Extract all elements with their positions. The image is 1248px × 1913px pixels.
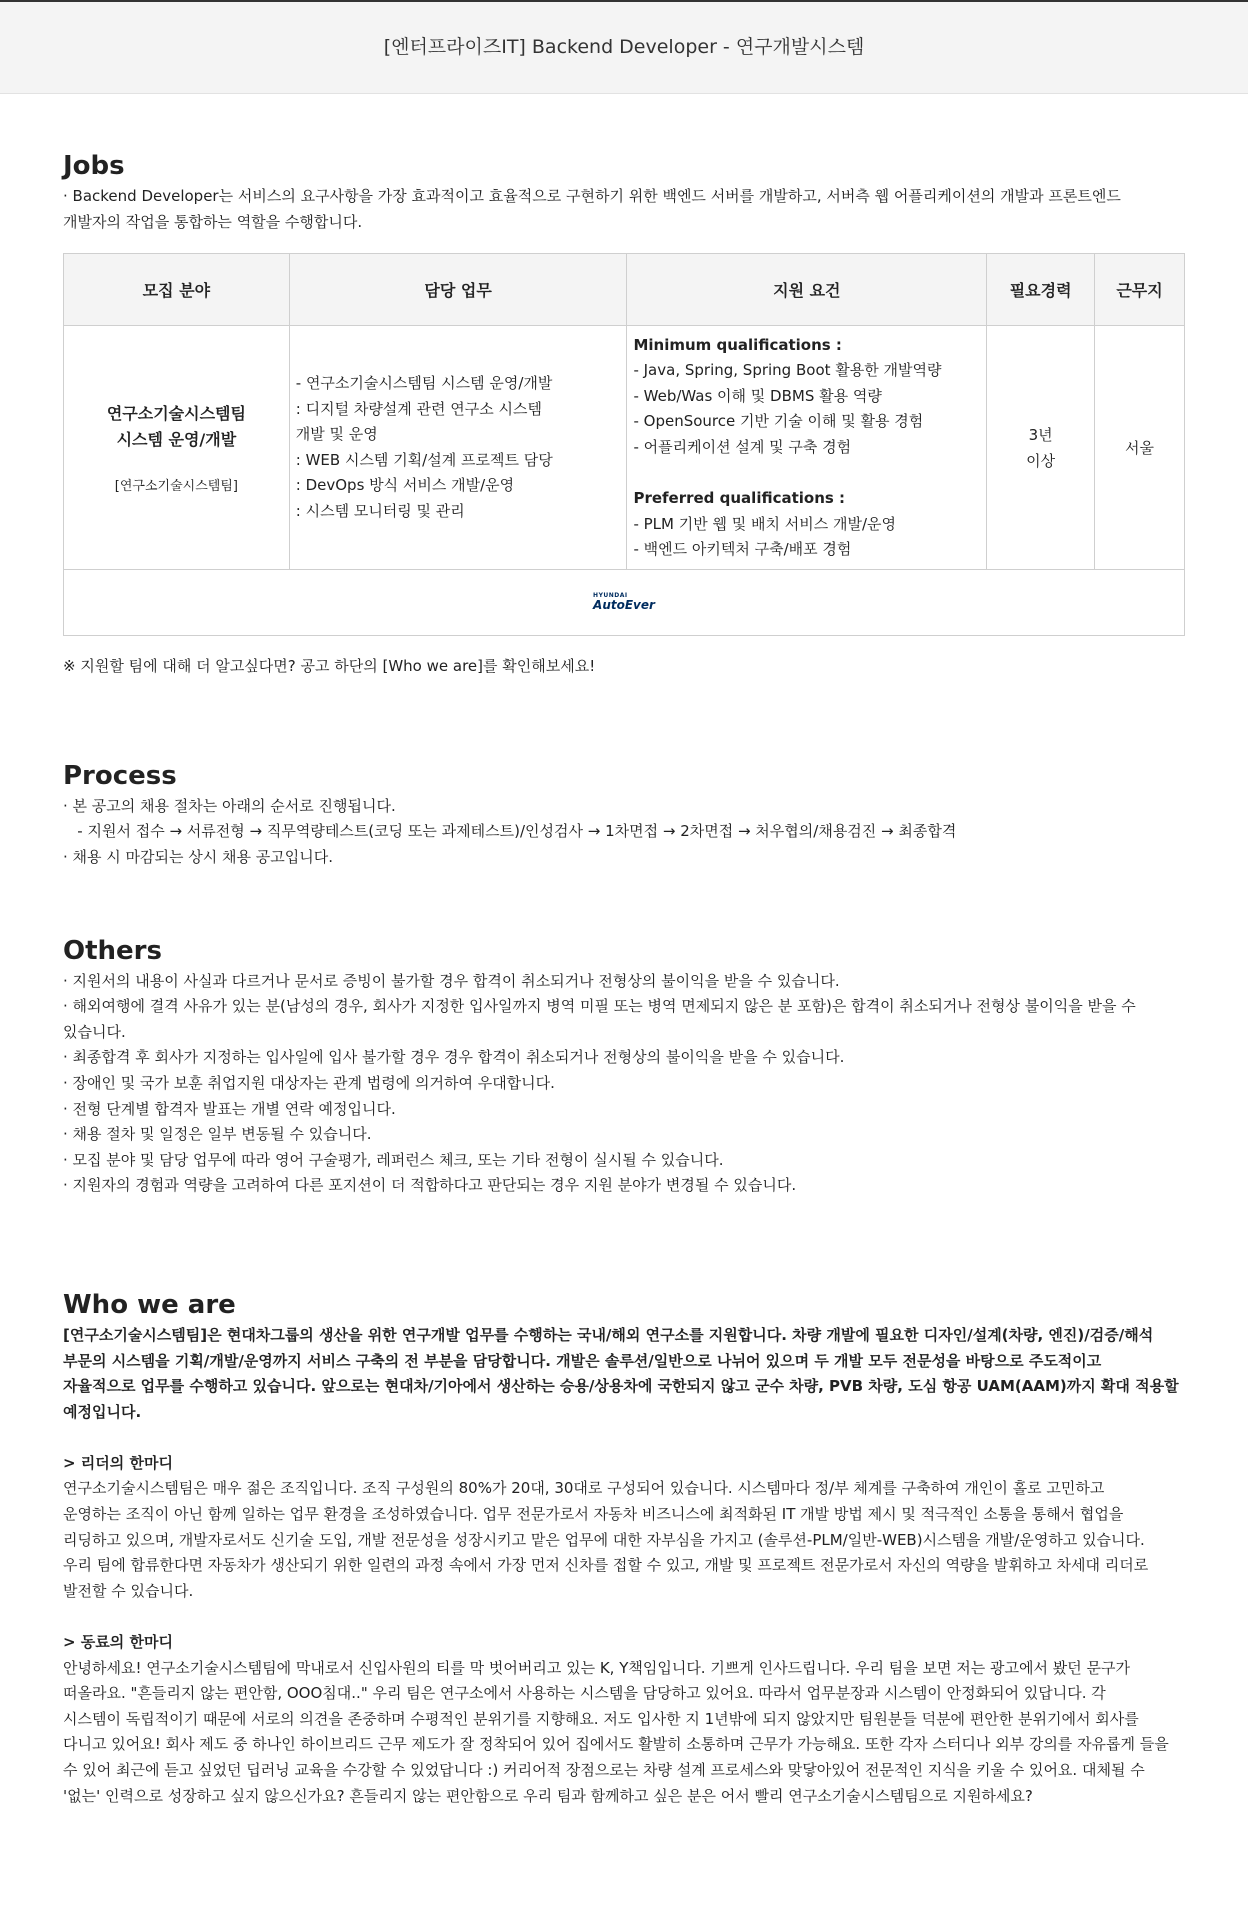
who-we-are-heading: Who we are: [63, 1289, 236, 1320]
colleague-line: 떠올라요. "흔들리지 않는 편안함, OOO침대.." 우리 팀은 연구소에서 사용하는 시스템을 담당하고 있어요. 따라서 업무분장과 시스템이 안정화되어 있답니다. 각: [63, 1684, 1106, 1703]
logo-top-text: HYUNDAI: [593, 591, 628, 599]
others-line: · 해외여행에 결격 사유가 있는 분(남성의 경우, 회사가 지정한 입사일까지 병역 미필 또는 병역 면제되지 않은 분 포함)은 합격이 취소되거나 전형상 불이익을 받을 수: [63, 997, 1136, 1016]
header-experience: 필요경력: [987, 254, 1095, 326]
header-duty: 담당 업무: [289, 254, 627, 326]
duty-line: - 연구소기술시스템팀 시스템 운영/개발: [295, 373, 553, 392]
leader-line: 운영하는 조직이 아닌 함께 일하는 업무 환경을 조성하였습니다. 업무 전문가로서 자동차 비즈니스에 최적화된 IT 개발 방법 제시 및 적극적인 소통을 통해서 협업을: [63, 1505, 1124, 1524]
field-name: 시스템 운영/개발: [116, 430, 237, 450]
others-heading: Others: [63, 935, 162, 966]
leader-line: 우리 팀에 합류한다면 자동차가 생산되기 위한 일련의 과정 속에서 가장 먼저 신차를 접할 수 있고, 개발 및 프로젝트 전문가로서 자신의 역량을 발휘하고 차세대 리더로: [63, 1556, 1149, 1575]
process-line: · 채용 시 마감되는 상시 채용 공고입니다.: [63, 847, 333, 866]
leader-line: 연구소기술시스템팀은 매우 젊은 조직입니다. 조직 구성원의 80%가 20대, 30대로 구성되어 있습니다. 시스템마다 정/부 체계를 구축하여 개인이 홀로 고민하고: [63, 1479, 1105, 1498]
duty-line: : 시스템 모니터링 및 관리: [295, 501, 465, 520]
table-row: [64, 326, 1185, 570]
field-cell: [64, 326, 290, 570]
location-cell: 서울: [1095, 326, 1185, 570]
others-line: · 지원서의 내용이 사실과 다르거나 문서로 증빙이 불가할 경우 합격이 취소되거나 전형상의 불이익을 받을 수 있습니다.: [63, 971, 840, 990]
header-field: 모집 분야: [64, 254, 290, 326]
colleague-line: 시스템이 독립적이기 때문에 서로의 의견을 존중하며 수평적인 분위기를 지향해요. 저도 입사한 지 1년밖에 되지 않았지만 팀원분들 덕분에 편안한 분위기에서 회사를: [63, 1709, 1139, 1728]
field-team: [연구소기술시스템팀]: [114, 479, 238, 495]
field-name: 연구소기술시스템팀: [106, 404, 246, 424]
others-line: · 장애인 및 국가 보훈 취업지원 대상자는 관계 법령에 의거하여 우대합니다.: [63, 1073, 555, 1092]
page-header: [0, 2, 1248, 94]
others-line: · 모집 분야 및 담당 업무에 따라 영어 구술평가, 레퍼런스 체크, 또는 기타 전형이 실시될 수 있습니다.: [63, 1150, 724, 1169]
duty-line: : DevOps 방식 서비스 개발/운영: [295, 476, 515, 495]
logo-main-text: AutoEver: [593, 597, 655, 612]
requirements-cell: [627, 326, 987, 570]
colleague-title: > 동료의 한마디: [63, 1633, 173, 1652]
logo-cell: [64, 570, 1185, 636]
pref-qual-item: - 백엔드 아키텍처 구축/배포 경험: [633, 540, 852, 559]
pref-qual-title: Preferred qualifications :: [633, 489, 846, 508]
posting-content: [63, 148, 1185, 1809]
others-line: · 전형 단계별 합격자 발표는 개별 연락 예정입니다.: [63, 1099, 396, 1118]
team-info-note: ※ 지원할 팀에 대해 더 알고싶다면? 공고 하단의 [Who we are]를 확인해보세요!: [63, 657, 596, 676]
experience-cell: [987, 326, 1095, 570]
who-intro-line: [연구소기술시스템팀]은 현대차그룹의 생산을 위한 연구개발 업무를 수행하는 국내/해외 연구소를 지원합니다. 차량 개발에 필요한 디자인/설계(차량, 엔진)/검증/해석: [63, 1325, 1154, 1344]
process-line: - 지원서 접수 → 서류전형 → 직무역량테스트(코딩 또는 과제테스트)/인성검사 → 1차면접 → 2차면접 → 처우협의/채용검진 → 최종합격: [63, 822, 957, 841]
header-location: 근무지: [1095, 254, 1185, 326]
jobs-section: [63, 148, 1185, 680]
spacer: [633, 460, 985, 486]
process-line: · 본 공고의 채용 절차는 아래의 순서로 진행됩니다.: [63, 796, 396, 815]
leader-line: 리딩하고 있으며, 개발자로서도 신기술 도입, 개발 전문성을 성장시키고 맡은 업무에 대한 자부심을 가지고 (솔루션-PLM/일반-WEB)시스템을 개발/운영하고 있습니다.: [63, 1530, 1145, 1549]
who-intro-line: 부문의 시스템을 기획/개발/운영까지 서비스 구축의 전 부분을 담당합니다. 개발은 솔루션/일반으로 나뉘어 있으며 두 개발 모두 전문성을 바탕으로 주도적이고: [63, 1351, 1102, 1370]
logo-row: [64, 570, 1185, 636]
jobs-table: [63, 253, 1185, 636]
process-section: [63, 758, 1185, 871]
min-qual-item: - 어플리케이션 설계 및 구축 경험: [633, 437, 852, 456]
others-line: 있습니다.: [63, 1022, 126, 1041]
colleague-line: '없는' 인력으로 성장하고 싶지 않으신가요? 흔들리지 않는 편안함으로 우리 팀과 함께하고 싶은 분은 어서 빨리 연구소기술시스템팀으로 지원하세요?: [63, 1786, 1033, 1805]
pref-qual-item: - PLM 기반 웹 및 배치 서비스 개발/운영: [633, 514, 897, 533]
page-title: [엔터프라이즈IT] Backend Developer - 연구개발시스템: [383, 36, 865, 58]
others-line: · 채용 절차 및 일정은 일부 변동될 수 있습니다.: [63, 1125, 372, 1144]
colleague-line: 다니고 있어요! 회사 제도 중 하나인 하이브리드 근무 제도가 잘 정착되어 있어 집에서도 활발히 소통하며 근무가 가능해요. 또한 각자 스터디나 외부 강의를 자유롭게 들을: [63, 1735, 1169, 1754]
min-qual-item: - Web/Was 이해 및 DBMS 활용 역량: [633, 386, 882, 405]
process-heading: Process: [63, 760, 177, 791]
duty-line: : WEB 시스템 기획/설계 프로젝트 담당: [295, 450, 553, 469]
colleague-line: 안녕하세요! 연구소기술시스템팀에 막내로서 신입사원의 티를 막 벗어버리고 있는 K, Y책임입니다. 기쁘게 인사드립니다. 우리 팀을 보면 저는 광고에서 봤던 문구가: [63, 1658, 1130, 1677]
others-line: · 최종합격 후 회사가 지정하는 입사일에 입사 불가할 경우 경우 합격이 취소되거나 전형상의 불이익을 받을 수 있습니다.: [63, 1048, 845, 1067]
others-line: · 지원자의 경험과 역량을 고려하여 다른 포지션이 더 적합하다고 판단되는 경우 지원 분야가 변경될 수 있습니다.: [63, 1176, 797, 1195]
colleague-line: 수 있어 최근에 듣고 싶었던 딥러닝 교육을 수강할 수 있었답니다 :) 커리어적 장점으로는 차량 설계 프로세스와 맞닿아있어 전문적인 지식을 키울 수 있어요. 대체될 수: [63, 1761, 1145, 1779]
duty-cell: [289, 326, 627, 570]
who-intro-line: 자율적으로 업무를 수행하고 있습니다. 앞으로는 현대차/기아에서 생산하는 승용/상용차에 국한되지 않고 군수 차량, PVB 차량, 도심 항공 UAM(AAM)까지 확대 적용할: [63, 1377, 1179, 1396]
duty-line: : 디지털 차량설계 관련 연구소 시스템: [295, 399, 543, 418]
jobs-intro-line: 개발자의 작업을 통합하는 역할을 수행합니다.: [63, 212, 363, 231]
min-qual-item: - OpenSource 기반 기술 이해 및 활용 경험: [633, 412, 924, 431]
who-intro-line: 예정입니다.: [63, 1402, 142, 1421]
duty-line: 개발 및 운영: [295, 425, 378, 444]
min-qual-title: Minimum qualifications :: [633, 335, 842, 354]
experience-line: 이상: [1026, 451, 1056, 470]
header-requirements: 지원 요건: [627, 254, 987, 326]
min-qual-item: - Java, Spring, Spring Boot 활용한 개발역량: [633, 361, 942, 380]
jobs-intro-line: · Backend Developer는 서비스의 요구사항을 가장 효과적이고 효율적으로 구현하기 위한 백엔드 서버를 개발하고, 서버측 웹 어플리케이션의 개발과 프론트엔드: [63, 187, 1121, 205]
experience-line: 3년: [1028, 425, 1053, 444]
who-we-are-section: [63, 1287, 1185, 1809]
hyundai-autoever-logo: [593, 593, 655, 611]
jobs-heading: Jobs: [63, 151, 125, 181]
others-section: [63, 933, 1185, 1199]
jobs-table-header-row: [64, 254, 1185, 326]
leader-line: 발전할 수 있습니다.: [63, 1581, 194, 1600]
leader-title: > 리더의 한마디: [63, 1453, 173, 1472]
